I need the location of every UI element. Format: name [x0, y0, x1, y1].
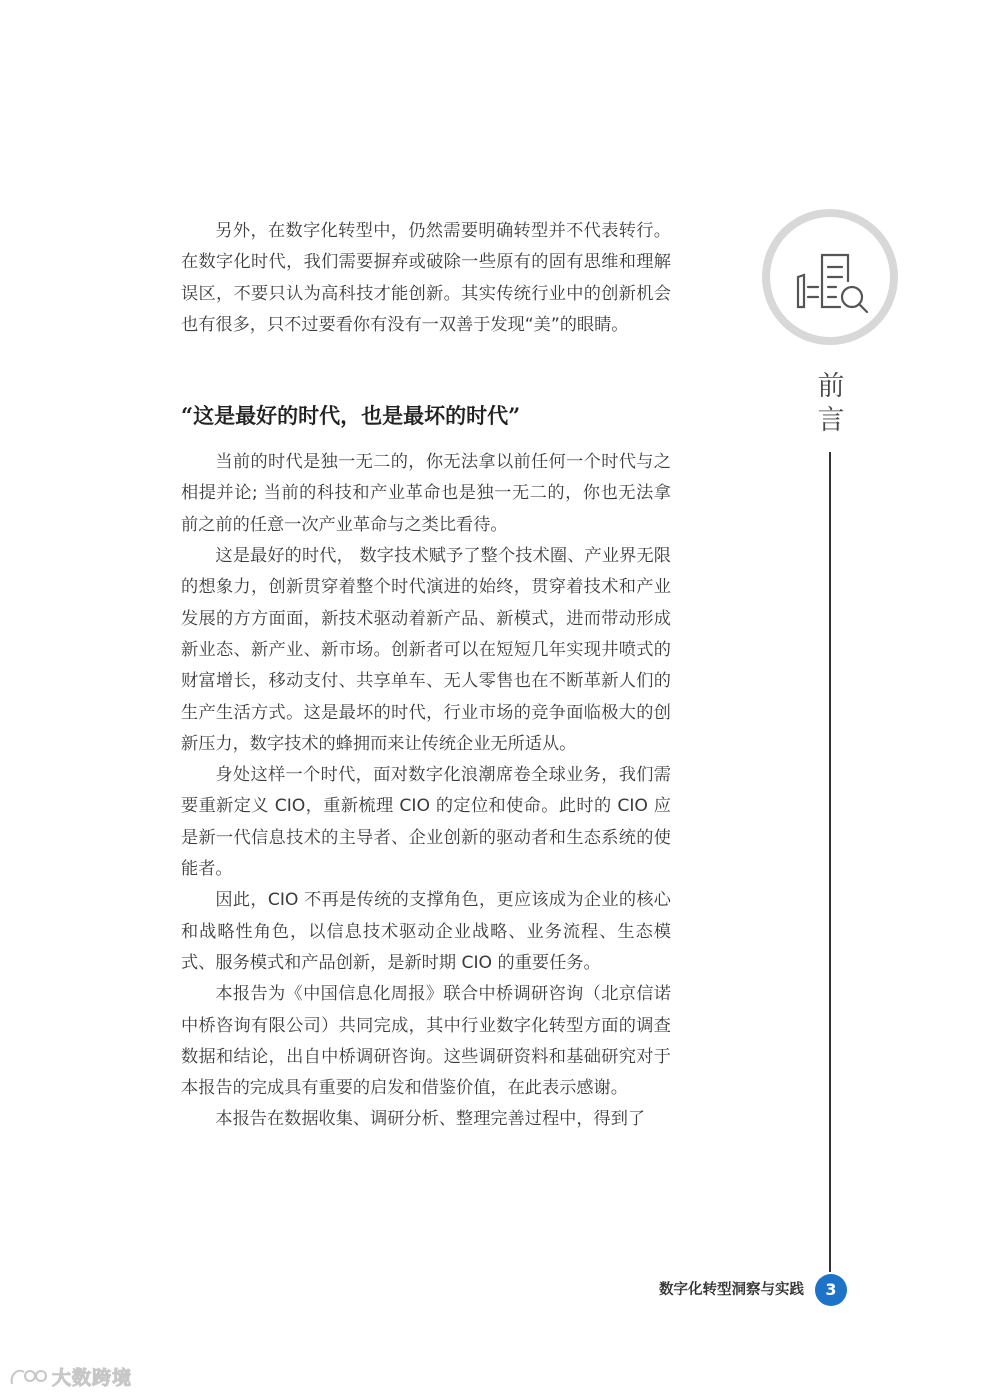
side-title-char: 言: [817, 405, 845, 436]
body-paragraph: 这是最好的时代， 数字技术赋予了整个技术圈、产业界无限的想象力，创新贯穿着整个时代演进的始终，贯穿着技术和产业发展的方方面面，新技术驱动着新产品、新模式，进而带动形成新业态、新产业、新市场。创新者可以在短短几年实现井喷式的财富增长，移动支付、共享单车、无人零售也在不断革新人们的生产生活方式。这是最坏的时代，行业市场的竞争面临极大的创新压力，数字技术的蜂拥而来让传统企业无所适从。: [181, 546, 671, 754]
page-number-badge: 3: [815, 1274, 847, 1306]
section-heading: “这是最好的时代，也是最坏的时代”: [181, 403, 521, 429]
body-paragraph: 本报告在数据收集、调研分析、整理完善过程中，得到了: [215, 1109, 646, 1130]
footer-report-title: 数字化转型洞察与实践: [659, 1282, 804, 1298]
side-section-title: [813, 370, 849, 438]
body-paragraph: 本报告为《中国信息化周报》联合中桥调研咨询（北京信诺中桥咨询有限公司）共同完成，其中行业数字化转型方面的调查数据和结论，出自中桥调研咨询。这些调研资料和基础研究对于本报告的完成具有重要的启发和借鉴价值，在此表示感谢。: [181, 984, 671, 1099]
main-content: [181, 216, 671, 1136]
side-title-char: 前: [817, 371, 845, 402]
badge-inner: [770, 217, 890, 337]
watermark-text: 大数跨境: [52, 1366, 133, 1389]
watermark-logo-icon: [8, 1364, 48, 1388]
vertical-divider: [829, 452, 831, 1272]
body-paragraph: 当前的时代是独一无二的，你无法拿以前任何一个时代与之相提并论; 当前的科技和产业革命也是独一无二的，你也无法拿前之前的任意一次产业革命与之类比看待。: [181, 452, 671, 535]
body-paragraph: 因此，CIO 不再是传统的支撑角色，更应该成为企业的核心和战略性角色，以信息技术驱动企业战略、业务流程、生态模式、服务模式和产品创新，是新时期 CIO 的重要任务。: [181, 890, 671, 973]
section-badge: [762, 209, 898, 345]
watermark: [8, 1362, 132, 1390]
body-paragraph-intro: 另外，在数字化转型中，仍然需要明确转型并不代表转行。在数字化时代，我们需要摒弃或破除一些原有的固有思维和理解误区，不要只认为高科技才能创新。其实传统行业中的创新机会也有很多，只不过要看你有没有一双善于发现“美”的眼睛。: [181, 221, 671, 335]
body-paragraph: 身处这样一个时代，面对数字化浪潮席卷全球业务，我们需要重新定义 CIO，重新梳理 CIO 的定位和使命。此时的 CIO 应是新一代信息技术的主导者、企业创新的驱动者和生态系统的使能者。: [181, 765, 671, 880]
document-search-icon: [792, 241, 872, 321]
